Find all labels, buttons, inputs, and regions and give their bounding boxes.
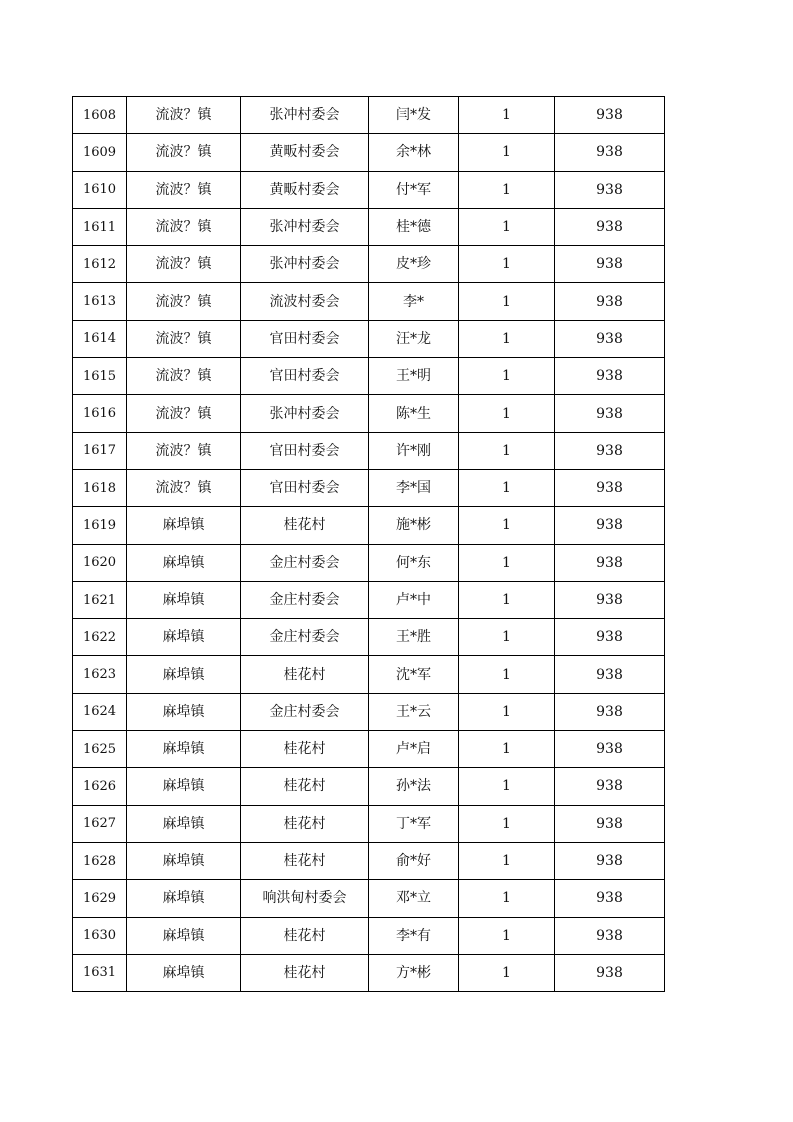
table-row xyxy=(73,656,665,693)
serial-number-cell: 1630 xyxy=(73,917,127,954)
count-cell: 1 xyxy=(459,97,555,134)
serial-number-cell: 1616 xyxy=(73,395,127,432)
count-cell: 1 xyxy=(459,208,555,245)
serial-number-cell: 1619 xyxy=(73,507,127,544)
village-cell: 桂花村 xyxy=(241,656,369,693)
village-cell: 金庄村委会 xyxy=(241,693,369,730)
person-name-cell: 闫*发 xyxy=(369,97,459,134)
count-cell: 1 xyxy=(459,395,555,432)
table-row xyxy=(73,320,665,357)
count-cell: 1 xyxy=(459,432,555,469)
count-cell: 1 xyxy=(459,619,555,656)
table-row xyxy=(73,768,665,805)
village-cell: 金庄村委会 xyxy=(241,581,369,618)
person-name-cell: 王*胜 xyxy=(369,619,459,656)
table-row xyxy=(73,805,665,842)
town-cell: 麻埠镇 xyxy=(127,581,241,618)
table-row xyxy=(73,134,665,171)
serial-number-cell: 1621 xyxy=(73,581,127,618)
serial-number-cell: 1612 xyxy=(73,246,127,283)
table-row xyxy=(73,432,665,469)
amount-cell: 938 xyxy=(555,805,665,842)
serial-number-cell: 1620 xyxy=(73,544,127,581)
person-name-cell: 李*国 xyxy=(369,469,459,506)
amount-cell: 938 xyxy=(555,581,665,618)
table-row xyxy=(73,358,665,395)
person-name-cell: 付*军 xyxy=(369,171,459,208)
amount-cell: 938 xyxy=(555,619,665,656)
serial-number-cell: 1609 xyxy=(73,134,127,171)
person-name-cell: 施*彬 xyxy=(369,507,459,544)
count-cell: 1 xyxy=(459,581,555,618)
serial-number-cell: 1624 xyxy=(73,693,127,730)
person-name-cell: 陈*生 xyxy=(369,395,459,432)
table-row xyxy=(73,246,665,283)
amount-cell: 938 xyxy=(555,917,665,954)
village-cell: 流波村委会 xyxy=(241,283,369,320)
serial-number-cell: 1622 xyxy=(73,619,127,656)
amount-cell: 938 xyxy=(555,656,665,693)
person-name-cell: 邓*立 xyxy=(369,880,459,917)
table-row xyxy=(73,581,665,618)
amount-cell: 938 xyxy=(555,208,665,245)
person-name-cell: 李*有 xyxy=(369,917,459,954)
town-cell: 流波？镇 xyxy=(127,171,241,208)
amount-cell: 938 xyxy=(555,134,665,171)
amount-cell: 938 xyxy=(555,432,665,469)
table-row xyxy=(73,619,665,656)
amount-cell: 938 xyxy=(555,880,665,917)
amount-cell: 938 xyxy=(555,544,665,581)
count-cell: 1 xyxy=(459,469,555,506)
serial-number-cell: 1629 xyxy=(73,880,127,917)
serial-number-cell: 1623 xyxy=(73,656,127,693)
count-cell: 1 xyxy=(459,320,555,357)
village-cell: 官田村委会 xyxy=(241,432,369,469)
amount-cell: 938 xyxy=(555,842,665,879)
person-name-cell: 王*云 xyxy=(369,693,459,730)
person-name-cell: 王*明 xyxy=(369,358,459,395)
amount-cell: 938 xyxy=(555,358,665,395)
count-cell: 1 xyxy=(459,768,555,805)
town-cell: 麻埠镇 xyxy=(127,656,241,693)
amount-cell: 938 xyxy=(555,731,665,768)
serial-number-cell: 1618 xyxy=(73,469,127,506)
village-cell: 官田村委会 xyxy=(241,358,369,395)
serial-number-cell: 1614 xyxy=(73,320,127,357)
town-cell: 流波？镇 xyxy=(127,246,241,283)
count-cell: 1 xyxy=(459,544,555,581)
town-cell: 麻埠镇 xyxy=(127,693,241,730)
count-cell: 1 xyxy=(459,246,555,283)
count-cell: 1 xyxy=(459,917,555,954)
town-cell: 麻埠镇 xyxy=(127,880,241,917)
person-name-cell: 汪*龙 xyxy=(369,320,459,357)
village-cell: 桂花村 xyxy=(241,768,369,805)
town-cell: 麻埠镇 xyxy=(127,842,241,879)
count-cell: 1 xyxy=(459,507,555,544)
person-name-cell: 丁*军 xyxy=(369,805,459,842)
town-cell: 流波？镇 xyxy=(127,320,241,357)
count-cell: 1 xyxy=(459,283,555,320)
village-cell: 张冲村委会 xyxy=(241,208,369,245)
town-cell: 麻埠镇 xyxy=(127,805,241,842)
person-name-cell: 卢*启 xyxy=(369,731,459,768)
person-name-cell: 沈*军 xyxy=(369,656,459,693)
person-name-cell: 桂*德 xyxy=(369,208,459,245)
amount-cell: 938 xyxy=(555,507,665,544)
town-cell: 麻埠镇 xyxy=(127,917,241,954)
serial-number-cell: 1626 xyxy=(73,768,127,805)
serial-number-cell: 1625 xyxy=(73,731,127,768)
town-cell: 麻埠镇 xyxy=(127,768,241,805)
village-cell: 桂花村 xyxy=(241,842,369,879)
person-name-cell: 许*刚 xyxy=(369,432,459,469)
serial-number-cell: 1615 xyxy=(73,358,127,395)
serial-number-cell: 1631 xyxy=(73,954,127,991)
serial-number-cell: 1627 xyxy=(73,805,127,842)
amount-cell: 938 xyxy=(555,171,665,208)
table-row xyxy=(73,507,665,544)
town-cell: 流波？镇 xyxy=(127,97,241,134)
village-cell: 金庄村委会 xyxy=(241,544,369,581)
table-row xyxy=(73,97,665,134)
person-name-cell: 李* xyxy=(369,283,459,320)
serial-number-cell: 1617 xyxy=(73,432,127,469)
amount-cell: 938 xyxy=(555,283,665,320)
person-name-cell: 孙*法 xyxy=(369,768,459,805)
table-row xyxy=(73,171,665,208)
person-name-cell: 方*彬 xyxy=(369,954,459,991)
roster-table xyxy=(72,96,665,992)
amount-cell: 938 xyxy=(555,97,665,134)
village-cell: 官田村委会 xyxy=(241,469,369,506)
count-cell: 1 xyxy=(459,731,555,768)
table-row xyxy=(73,842,665,879)
table-row xyxy=(73,544,665,581)
serial-number-cell: 1610 xyxy=(73,171,127,208)
person-name-cell: 卢*中 xyxy=(369,581,459,618)
village-cell: 桂花村 xyxy=(241,507,369,544)
count-cell: 1 xyxy=(459,171,555,208)
town-cell: 流波？镇 xyxy=(127,283,241,320)
count-cell: 1 xyxy=(459,842,555,879)
town-cell: 流波？镇 xyxy=(127,208,241,245)
table-row xyxy=(73,917,665,954)
village-cell: 官田村委会 xyxy=(241,320,369,357)
serial-number-cell: 1608 xyxy=(73,97,127,134)
town-cell: 流波？镇 xyxy=(127,469,241,506)
count-cell: 1 xyxy=(459,954,555,991)
town-cell: 麻埠镇 xyxy=(127,619,241,656)
town-cell: 麻埠镇 xyxy=(127,954,241,991)
count-cell: 1 xyxy=(459,358,555,395)
amount-cell: 938 xyxy=(555,320,665,357)
table-row xyxy=(73,395,665,432)
count-cell: 1 xyxy=(459,693,555,730)
table-row xyxy=(73,208,665,245)
table-row xyxy=(73,954,665,991)
amount-cell: 938 xyxy=(555,395,665,432)
village-cell: 张冲村委会 xyxy=(241,246,369,283)
person-name-cell: 俞*好 xyxy=(369,842,459,879)
table-row xyxy=(73,283,665,320)
table-row xyxy=(73,880,665,917)
count-cell: 1 xyxy=(459,656,555,693)
person-name-cell: 余*林 xyxy=(369,134,459,171)
village-cell: 黄畈村委会 xyxy=(241,134,369,171)
person-name-cell: 皮*珍 xyxy=(369,246,459,283)
count-cell: 1 xyxy=(459,134,555,171)
count-cell: 1 xyxy=(459,805,555,842)
amount-cell: 938 xyxy=(555,693,665,730)
village-cell: 黄畈村委会 xyxy=(241,171,369,208)
town-cell: 流波？镇 xyxy=(127,358,241,395)
village-cell: 张冲村委会 xyxy=(241,395,369,432)
village-cell: 桂花村 xyxy=(241,917,369,954)
village-cell: 桂花村 xyxy=(241,731,369,768)
roster-table-body xyxy=(73,97,665,992)
town-cell: 麻埠镇 xyxy=(127,731,241,768)
village-cell: 张冲村委会 xyxy=(241,97,369,134)
amount-cell: 938 xyxy=(555,768,665,805)
amount-cell: 938 xyxy=(555,469,665,506)
serial-number-cell: 1628 xyxy=(73,842,127,879)
amount-cell: 938 xyxy=(555,954,665,991)
table-row xyxy=(73,469,665,506)
village-cell: 桂花村 xyxy=(241,954,369,991)
village-cell: 桂花村 xyxy=(241,805,369,842)
town-cell: 麻埠镇 xyxy=(127,544,241,581)
amount-cell: 938 xyxy=(555,246,665,283)
town-cell: 流波？镇 xyxy=(127,432,241,469)
town-cell: 麻埠镇 xyxy=(127,507,241,544)
person-name-cell: 何*东 xyxy=(369,544,459,581)
serial-number-cell: 1611 xyxy=(73,208,127,245)
town-cell: 流波？镇 xyxy=(127,134,241,171)
table-row xyxy=(73,693,665,730)
village-cell: 响洪甸村委会 xyxy=(241,880,369,917)
table-row xyxy=(73,731,665,768)
serial-number-cell: 1613 xyxy=(73,283,127,320)
town-cell: 流波？镇 xyxy=(127,395,241,432)
village-cell: 金庄村委会 xyxy=(241,619,369,656)
count-cell: 1 xyxy=(459,880,555,917)
